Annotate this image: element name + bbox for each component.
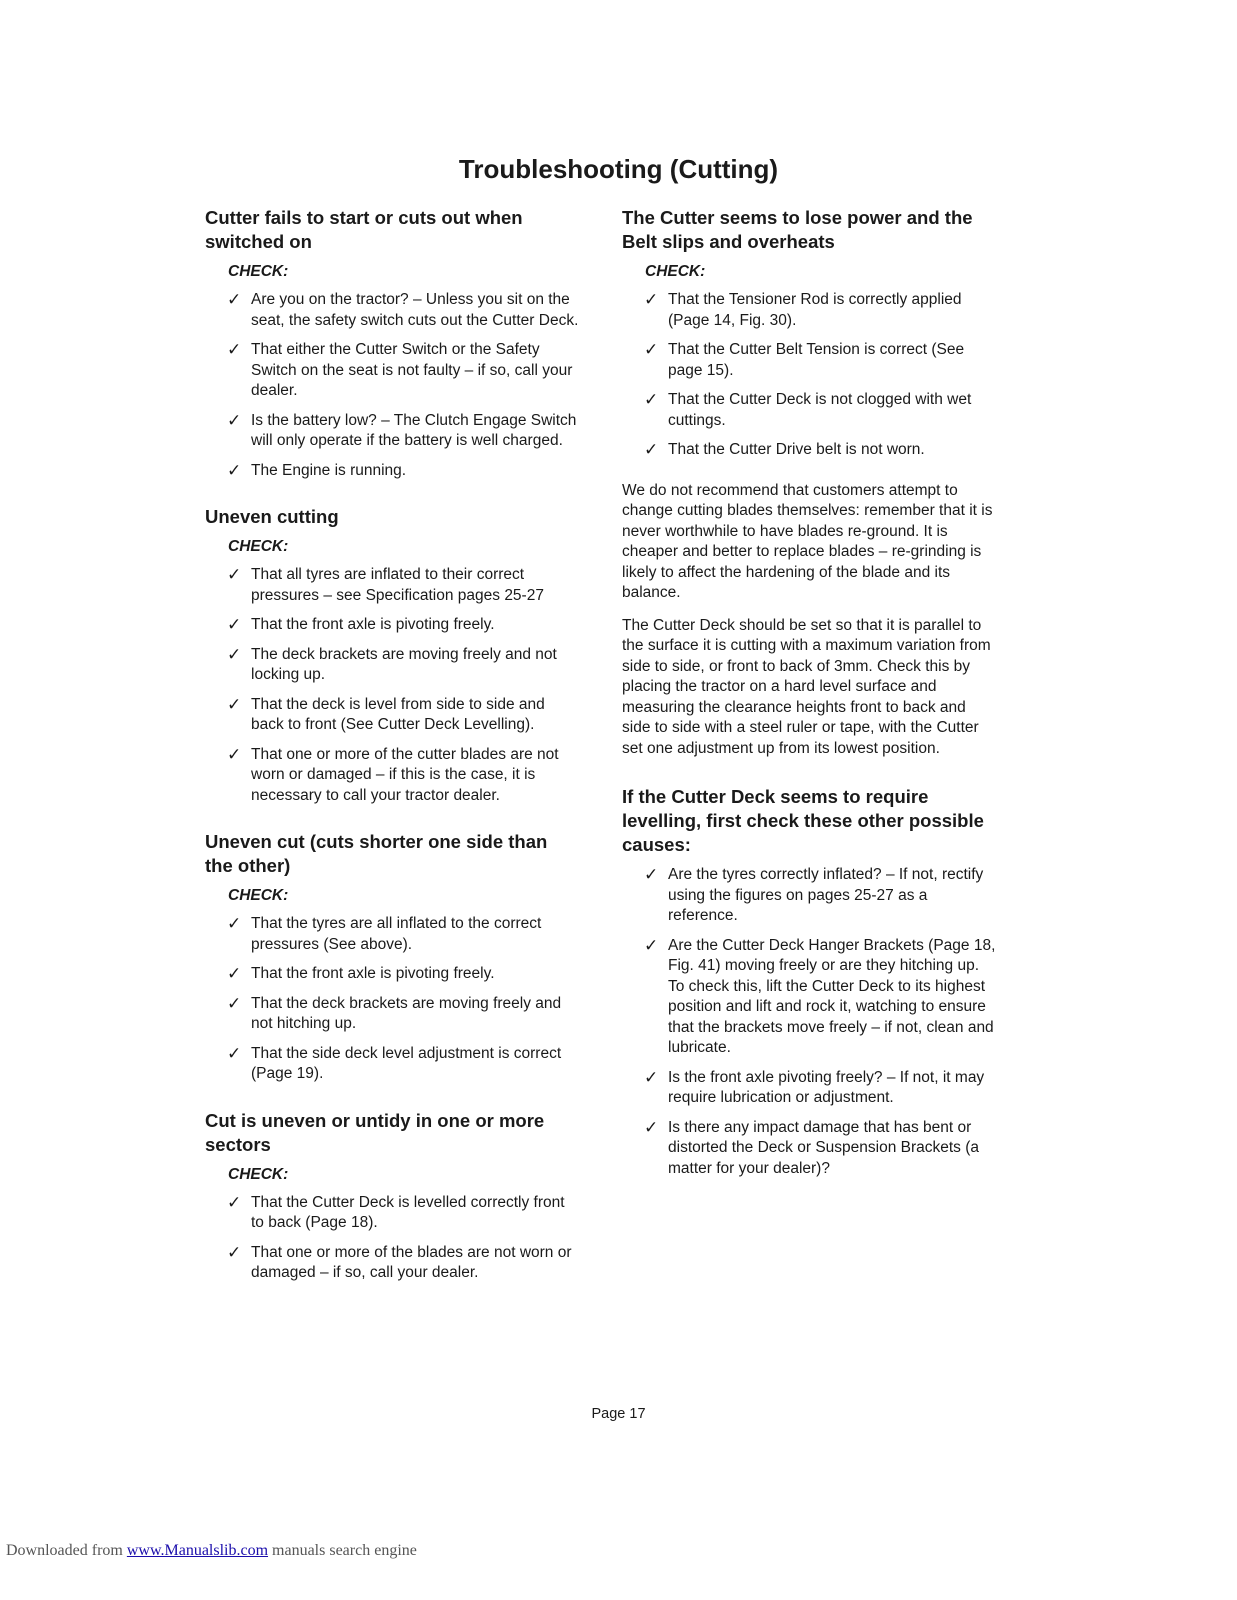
section-heading: Uneven cut (cuts shorter one side than the other): [205, 831, 548, 876]
checkmark-icon: ✓: [644, 935, 659, 955]
section-cutter-fails: [205, 206, 580, 481]
list-item: ✓ That one or more of the blades are not worn or damaged – if so, call your dealer.: [227, 1242, 572, 1281]
list-item: ✓ The Engine is running.: [227, 460, 407, 480]
footer-suffix: manuals search engine: [268, 1542, 417, 1559]
list-item: ✓ That either the Cutter Switch or the Safety Switch on the seat is not faulty – if so, call your dealer.: [227, 340, 573, 399]
checkmark-icon: ✓: [227, 993, 242, 1013]
check-list: [205, 565, 580, 806]
list-item: ✓ Is the front axle pivoting freely? – If not, it may require lubrication or adjustment.: [644, 1067, 985, 1106]
section-heading: Cut is uneven or untidy in one or more sectors: [205, 1109, 545, 1155]
body-paragraph: The Cutter Deck should be set so that it is parallel to the surface it is cutting with a maximum variation from side to side, or front to back of 3mm. Check this by placing the tractor on a hard level surface and measuring the clearance heights front to back and side to side with a steel ruler or tape, with the Cutter set one adjustment up from its lowest position.: [622, 616, 991, 757]
page-number: Page 17: [591, 1406, 646, 1422]
checkmark-icon: ✓: [227, 964, 242, 983]
checkmark-icon: ✓: [644, 1117, 659, 1137]
section-heading: If the Cutter Deck seems to require levelling, first check these other possible causes:: [622, 786, 984, 855]
section-heading: Cutter fails to start or cuts out when switched on: [205, 207, 523, 252]
checkmark-icon: ✓: [227, 914, 242, 933]
download-footer: [6, 1542, 417, 1560]
list-item: ✓ Are the Cutter Deck Hanger Brackets (Page 18, Fig. 41) moving freely or are they hitching up. To check this, lift the Cutter Deck to its highest position and lift and rock it, watching to ensure that the brackets move freely – if not, clean and lubricate.: [644, 935, 996, 1056]
section-cut-untidy: [205, 1109, 580, 1284]
check-label: CHECK:: [228, 887, 289, 904]
checkmark-icon: ✓: [227, 744, 242, 764]
check-list: [205, 290, 580, 481]
body-paragraph: We do not recommend that customers attempt to change cutting blades themselves: remember that it is never worthwhile to have blades re-ground. It is cheaper and better to replace blades – re-grinding is likely to affect the hardening of the blade and its balance.: [622, 481, 993, 601]
checkmark-icon: ✓: [227, 340, 242, 359]
check-list: [622, 290, 997, 461]
list-item: ✓ That the front axle is pivoting freely.: [227, 964, 495, 983]
checkmark-icon: ✓: [644, 440, 659, 459]
checkmark-icon: ✓: [227, 694, 242, 714]
check-label: CHECK:: [228, 263, 289, 280]
list-item: ✓ That the side deck level adjustment is correct (Page 19).: [227, 1043, 562, 1082]
list-item: ✓ That all tyres are inflated to their correct pressures – see Specification pages 25-27: [227, 565, 544, 604]
list-item: ✓ Are you on the tractor? – Unless you sit on the seat, the safety switch cuts out the Cutter Deck.: [227, 290, 579, 329]
section-deck-levelling: [622, 785, 997, 1179]
checkmark-icon: ✓: [227, 290, 242, 309]
checkmark-icon: ✓: [227, 1043, 242, 1063]
checkmark-icon: ✓: [227, 460, 242, 480]
section-cutter-loses-power: [622, 206, 997, 461]
checkmark-icon: ✓: [644, 290, 659, 309]
manualslib-link[interactable]: www.Manualslib.com: [126, 1542, 269, 1559]
list-item: ✓ That the Cutter Deck is not clogged with wet cuttings.: [644, 390, 972, 429]
list-item: ✓ That the deck brackets are moving freely and not hitching up.: [227, 993, 562, 1032]
left-column: [205, 206, 580, 1308]
check-label: CHECK:: [228, 1165, 289, 1183]
checkmark-icon: ✓: [227, 410, 242, 430]
list-item: ✓ Are the tyres correctly inflated? – If not, rectify using the figures on pages 25-27 as a reference.: [644, 865, 984, 924]
check-label: CHECK:: [228, 538, 289, 555]
list-item: ✓ The deck brackets are moving freely and not locking up.: [227, 644, 557, 683]
section-uneven-cutting: [205, 505, 580, 806]
checkmark-icon: ✓: [227, 1242, 242, 1262]
check-list: [205, 914, 580, 1085]
list-item: ✓ That the Cutter Drive belt is not worn.: [644, 440, 925, 459]
section-heading: The Cutter seems to lose power and the Belt slips and overheats: [622, 207, 973, 252]
checkmark-icon: ✓: [227, 644, 242, 664]
checkmark-icon: ✓: [644, 340, 659, 359]
section-heading: Uneven cutting: [205, 506, 339, 527]
checkmark-icon: ✓: [227, 565, 242, 584]
list-item: ✓ That the Cutter Deck is levelled correctly front to back (Page 18).: [227, 1192, 565, 1231]
list-item: ✓ That the Tensioner Rod is correctly applied (Page 14, Fig. 30).: [644, 290, 962, 329]
section-uneven-cut-one-side: [205, 830, 580, 1085]
checkmark-icon: ✓: [644, 390, 659, 409]
list-item: ✓ That the Cutter Belt Tension is correct (See page 15).: [644, 340, 965, 379]
checkmark-icon: ✓: [644, 1067, 659, 1087]
checkmark-icon: ✓: [227, 1192, 242, 1212]
page-title: Troubleshooting (Cutting): [458, 154, 779, 184]
list-item: ✓ That the tyres are all inflated to the correct pressures (See above).: [227, 914, 542, 953]
list-item: ✓ Is there any impact damage that has bent or distorted the Deck or Suspension Brackets (a matter for your dealer)?: [644, 1117, 980, 1177]
check-label: CHECK:: [645, 263, 706, 280]
check-list: [205, 1193, 580, 1284]
list-item: ✓ That the deck is level from side to side and back to front (See Cutter Deck Levelling).: [227, 694, 545, 733]
list-item: ✓ Is the battery low? – The Clutch Engage Switch will only operate if the battery is well charged.: [227, 410, 577, 449]
footer-prefix: Downloaded from: [6, 1542, 127, 1559]
check-list: [622, 865, 997, 1179]
list-item: ✓ That one or more of the cutter blades are not worn or damaged – if this is the case, it is necessary to call your tractor dealer.: [227, 744, 559, 804]
checkmark-icon: ✓: [227, 615, 242, 634]
list-item: ✓ That the front axle is pivoting freely.: [227, 615, 495, 634]
checkmark-icon: ✓: [644, 865, 659, 884]
right-column: [622, 206, 997, 1199]
